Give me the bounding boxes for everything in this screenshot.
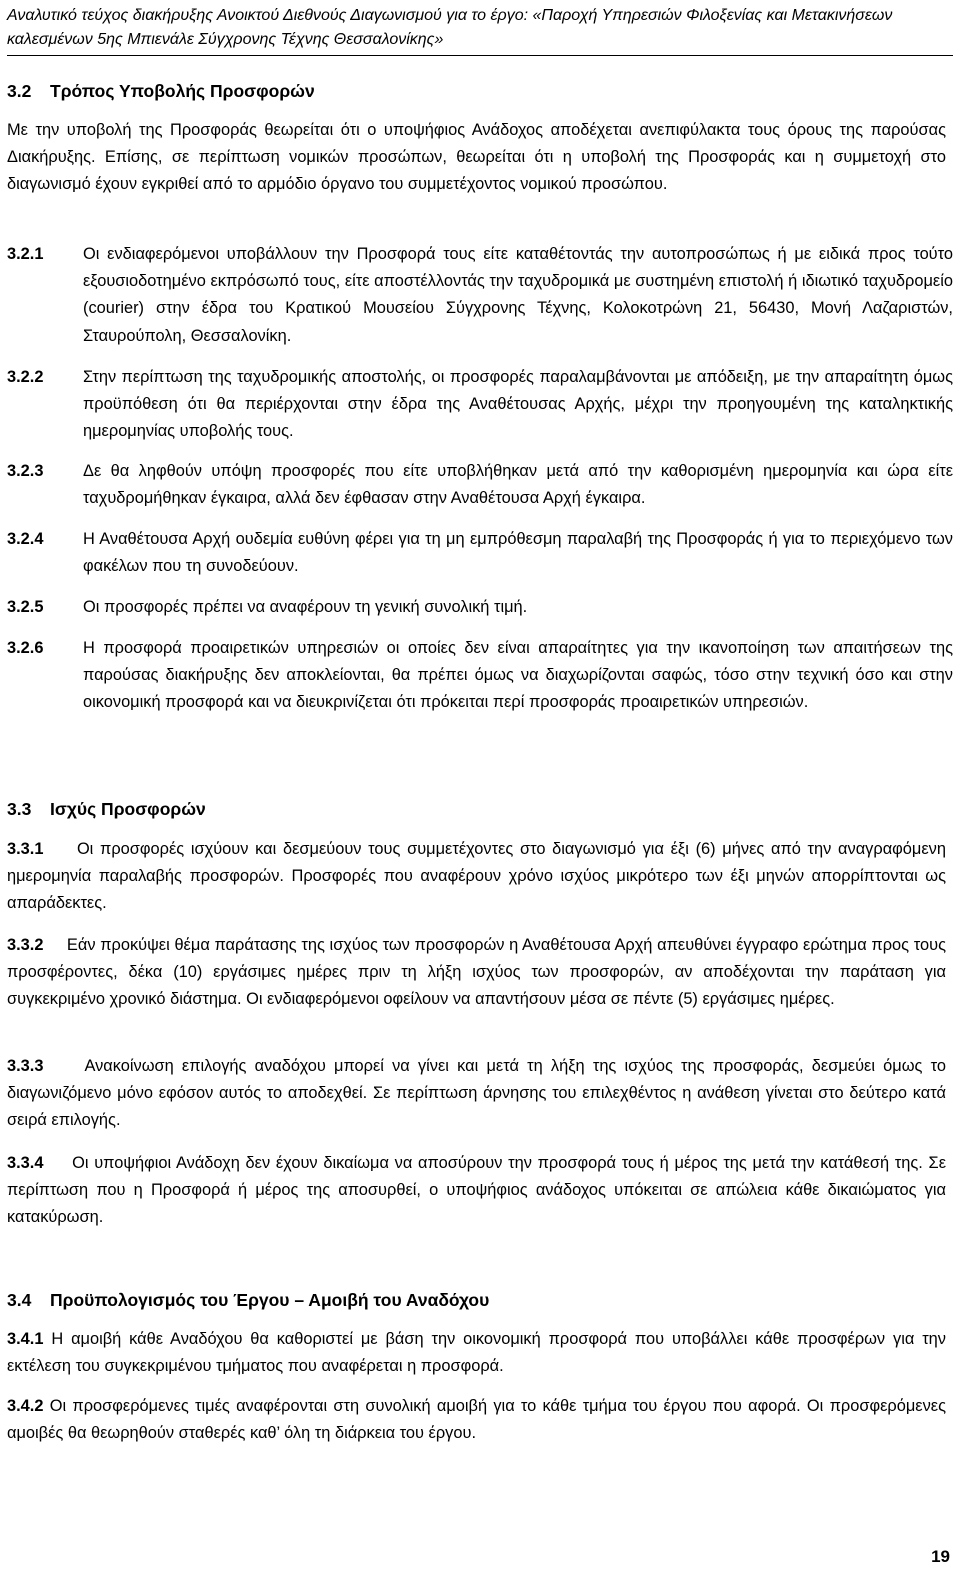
clause-number: 3.3.1 (7, 840, 44, 858)
clause-number: 3.3.2 (7, 936, 44, 954)
clause-3-2-6 (7, 635, 953, 717)
clause-text: Οι υποψήφιοι Ανάδοχη δεν έχουν δικαίωμα να αποσύρουν την προσφορά τους ή μέρος της μετά την κατάθεσή της. Σε περίπτωση που η Προσφορά ή μέρος της αποσυρθεί, ο υποψήφιος ανάδοχος υπόκειται σε απώλεια κάθε δικαιώματος για κατακύρωση. (7, 1154, 946, 1227)
document-header: Αναλυτικό τεύχος διακήρυξης Ανοικτού Διεθνούς Διαγωνισμού για το έργο: «Παροχή Υπηρεσιών Φιλοξενίας και Μετακινήσεων καλεσμένων 5ης Μπιενάλε Σύγχρονης Τέχνης Θεσσαλονίκης» (7, 7, 893, 48)
clause-3-2-4 (7, 526, 953, 580)
clause-text: Οι προσφορές πρέπει να αναφέρουν τη γενική συνολική τιμή. (83, 598, 528, 616)
clause-3-4-1 (7, 1326, 946, 1380)
section-number: 3.2 (7, 81, 32, 101)
clause-3-2-2 (7, 364, 953, 446)
section-3-3-heading (7, 797, 206, 821)
header-divider (7, 55, 953, 56)
clause-number: 3.3.4 (7, 1154, 44, 1172)
clause-gap (43, 936, 66, 954)
clause-number: 3.2.4 (7, 530, 44, 548)
clause-gap (43, 1154, 72, 1172)
page-number: 19 (931, 1547, 950, 1566)
section-number: 3.4 (7, 1290, 32, 1310)
clause-number: 3.4.1 (7, 1330, 44, 1348)
clause-text: Οι προσφερόμενες τιμές αναφέρονται στη συνολική αμοιβή για το κάθε τμήμα του έργου που αφορά. Οι προσφερόμενες αμοιβές θα θεωρηθούν σταθερές καθ’ όλη τη διάρκεια του έργου. (7, 1397, 946, 1443)
clause-text: Εάν προκύψει θέμα παράτασης της ισχύος των προσφορών η Αναθέτουσα Αρχή απευθύνει έγγραφο ερώτημα προς τους προσφέροντες, δέκα (10) εργάσιμες ημέρες πριν τη λήξη ισχύος των προσφορών, αν αποδέχονται την παράταση για συγκεκριμένο χρονικό διάστημα. Οι ενδιαφερόμενοι οφείλουν να απαντήσουν μέσα σε πέντε (5) εργάσιμες ημέρες. (7, 936, 946, 1009)
clause-3-4-2 (7, 1393, 946, 1447)
clause-text: Η προσφορά προαιρετικών υπηρεσιών οι οποίες δεν είναι απαραίτητες για την ικανοποίηση των απαιτήσεων της παρούσας διακήρυξης δεν αποκλείονται, θα πρέπει όμως να διαχωρίζονται σαφώς, τόσο στην τεχνική όσο και στην οικονομική προσφορά και να διευκρινίζεται ότι πρόκειται περί προσφοράς προαιρετικών υπηρεσιών. (83, 639, 953, 712)
clause-number: 3.2.2 (7, 368, 44, 386)
section-3-2-heading (7, 79, 315, 103)
clause-text: Στην περίπτωση της ταχυδρομικής αποστολής, οι προσφορές παραλαμβάνονται με απόδειξη, με την απαραίτητη όμως προϋπόθεση ότι θα περιέρχονται στην έδρα της Αναθέτουσας Αρχής, μέχρι την προηγουμένη της καταληκτικής ημερομηνίας υποβολής τους. (83, 368, 953, 441)
clause-text: Ανακοίνωση επιλογής αναδόχου μπορεί να γίνει και μετά τη λήξη της ισχύος της προσφοράς, δεσμεύει όμως το διαγωνιζόμενο μόνο εφόσον αυτός το αποδεχθεί. Σε περίπτωση άρνησης του επιλεχθέντος η ανάθεση γίνεται στο δεύτερο κατά σειρά επιλογής. (7, 1057, 946, 1130)
section-title: Τρόπος Υποβολής Προσφορών (50, 81, 315, 101)
clause-number: 3.2.3 (7, 462, 44, 480)
section-title: Προϋπολογισμός του Έργου – Αμοιβή του Αναδόχου (50, 1290, 490, 1310)
clause-gap (43, 840, 76, 858)
clause-3-2-3 (7, 458, 953, 512)
clause-number: 3.2.1 (7, 245, 44, 263)
clause-number: 3.2.6 (7, 639, 44, 657)
clause-text: Οι προσφορές ισχύουν και δεσμεύουν τους συμμετέχοντες στο διαγωνισμό για έξι (6) μήνες από την αναγραφόμενη ημερομηνία παραλαβής προσφορών. Προσφορές που αναφέρουν χρόνο ισχύος μικρότερο των έξι μηνών απορρίπτονται ως απαράδεκτες. (7, 840, 946, 913)
clause-number: 3.4.2 (7, 1397, 44, 1415)
clause-text: Δε θα ληφθούν υπόψη προσφορές που είτε υποβλήθηκαν μετά από την καθορισμένη ημερομηνία και ώρα είτε ταχυδρομήθηκαν έγκαιρα, αλλά δεν έφθασαν στην Αναθέτουσα Αρχή έγκαιρα. (83, 462, 953, 508)
clause-3-2-1 (7, 241, 953, 350)
clause-number: 3.3.3 (7, 1057, 44, 1075)
section-title: Ισχύς Προσφορών (50, 799, 206, 819)
clause-text: Η Αναθέτουσα Αρχή ουδεμία ευθύνη φέρει για τη μη εμπρόθεσμη παραλαβή της Προσφοράς ή για το περιεχόμενο των φακέλων που τη συνοδεύουν. (83, 530, 953, 576)
clause-text: Η αμοιβή κάθε Αναδόχου θα καθοριστεί με βάση την οικονομική προσφορά που υποβάλλει κάθε προσφέρων για την εκτέλεση του συγκεκριμένου τμήματος που αναφέρεται η προσφορά. (7, 1330, 946, 1376)
clause-number: 3.2.5 (7, 598, 44, 616)
clause-3-3-2 (7, 932, 946, 1014)
clause-3-2-5 (7, 594, 953, 621)
clause-3-3-1 (7, 836, 946, 918)
clause-text: Οι ενδιαφερόμενοι υποβάλλουν την Προσφορά τους είτε καταθέτοντάς την αυτοπροσώπως ή με ειδικά προς τούτο εξουσιοδοτημένο εκπρόσωπό τους, είτε αποστέλλοντάς την ταχυδρομικά με συστημένη επιστολή ή ιδιωτικό ταχυδρομείο (courier) στην έδρα του Κρατικού Μουσείου Σύγχρονης Τέχνης, Κολοκοτρώνη 21, 56430, Μονή Λαζαριστών, Σταυρούπολη, Θεσσαλονίκη. (83, 245, 953, 345)
section-3-2-intro: Με την υποβολή της Προσφοράς θεωρείται ότι ο υποψήφιος Ανάδοχος αποδέχεται ανεπιφύλακτα τους όρους της παρούσας Διακήρυξης. Επίσης, σε περίπτωση νομικών προσώπων, θεωρείται ότι η υποβολή της Προσφοράς και η συμμετοχή στο διαγωνισμό έχουν εγκριθεί από το αρμόδιο όργανο του συμμετέχοντος νομικού προσώπου. (7, 121, 946, 194)
section-3-4-heading (7, 1288, 489, 1312)
clause-gap (43, 1057, 84, 1075)
section-number: 3.3 (7, 799, 32, 819)
clause-3-3-3 (7, 1053, 946, 1135)
clause-3-3-4 (7, 1150, 946, 1232)
